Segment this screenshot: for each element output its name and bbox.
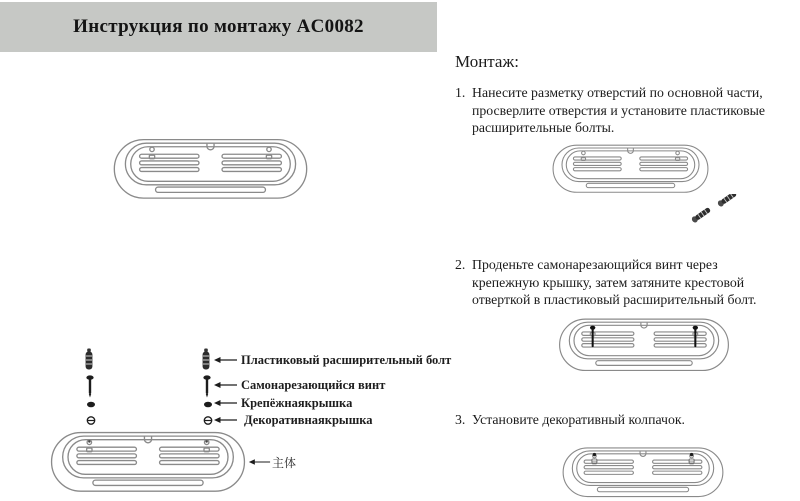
self-tapping-screw-icon bbox=[84, 375, 96, 398]
part-label: Крепёжнаякрышка bbox=[241, 396, 353, 410]
expansion-bolt-icon bbox=[83, 348, 95, 373]
decorative-cap-on-hole bbox=[592, 453, 694, 463]
assembly-step-1 bbox=[455, 84, 800, 137]
step-number: 3. bbox=[455, 412, 466, 427]
step-text: Проденьте самонарезающийся винт через крепежную крышку, затем затяните крестовой отверткой в пластиковый расширительный болт. bbox=[472, 257, 757, 308]
step2-shelf-with-screws-illustration bbox=[558, 316, 730, 372]
leader-arrow-icon bbox=[212, 399, 238, 407]
step1-shelf-illustration bbox=[552, 142, 709, 194]
main-body-label: 主体 bbox=[272, 456, 297, 470]
part-label: Самонарезающийся винт bbox=[241, 378, 386, 392]
leader-arrow-icon bbox=[212, 356, 238, 364]
leader-arrow-icon bbox=[247, 458, 271, 466]
shelf-top-illustration bbox=[113, 136, 308, 200]
step-text: Нанесите разметку отверстий по основной части, просверлите отверстия и установите пластиковые расширительные болты. bbox=[472, 85, 766, 136]
step-number: 2. bbox=[455, 257, 466, 272]
step-text: Установите декоративный колпачок. bbox=[472, 412, 686, 427]
assembly-heading: Монтаж: bbox=[455, 52, 519, 71]
step-number: 1. bbox=[455, 85, 466, 100]
mounting-cap-icon bbox=[85, 400, 97, 409]
part-label: Декоративнаякрышка bbox=[244, 413, 373, 427]
expansion-bolt-icon bbox=[200, 348, 212, 373]
assembly-step-3 bbox=[455, 411, 800, 429]
step3-shelf-with-caps-illustration bbox=[562, 445, 724, 498]
title-bar bbox=[0, 2, 437, 52]
assembly-step-2 bbox=[455, 256, 770, 309]
expansion-bolts-illustration bbox=[686, 194, 744, 240]
part-label: Пластиковый расширительный болт bbox=[241, 353, 452, 367]
leader-arrow-icon bbox=[212, 416, 238, 424]
leader-arrow-icon bbox=[212, 381, 238, 389]
page-title: Инструкция по монтажу AC0082 bbox=[73, 16, 364, 37]
decorative-cap-icon bbox=[85, 415, 97, 426]
main-body-illustration bbox=[50, 429, 246, 493]
